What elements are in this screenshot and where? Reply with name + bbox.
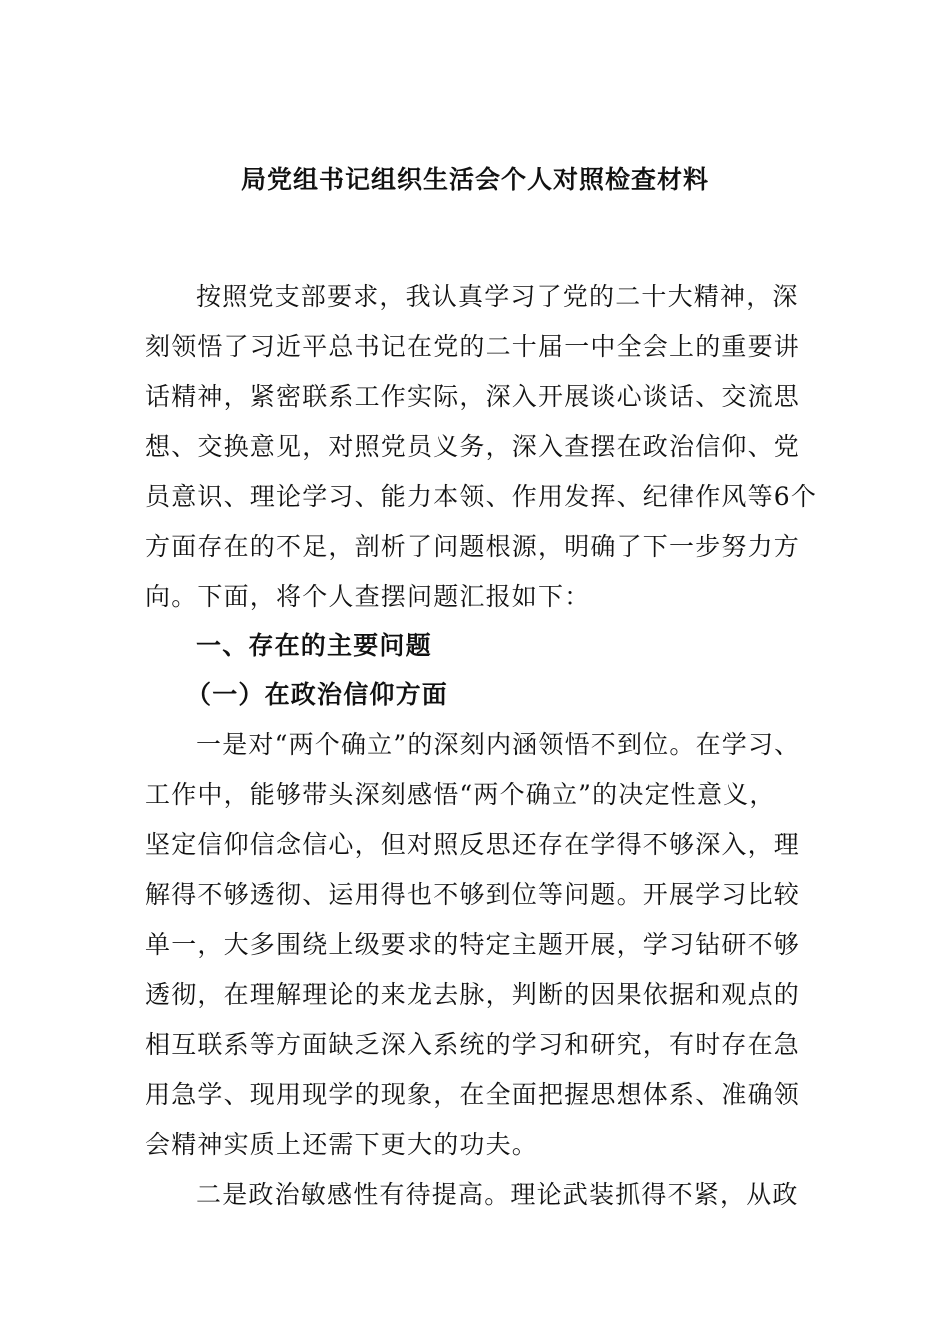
intro-line-2: 刻领悟了习近平总书记在党的二十届一中全会上的重要讲 — [145, 332, 801, 361]
para1-line-3: 坚定信仰信念信心，但对照反思还存在学得不够深入，理 — [145, 830, 801, 859]
para2-line-1: 二是政治敏感性有待提高。理论武装抓得不紧，从政 — [196, 1180, 799, 1209]
intro-line-4: 想、交换意见，对照党员义务，深入查摆在政治信仰、党 — [145, 432, 801, 461]
intro-line-3: 话精神，紧密联系工作实际，深入开展谈心谈话、交流思 — [145, 382, 801, 411]
para1-line-5: 单一，大多围绕上级要求的特定主题开展，学习钻研不够 — [145, 930, 801, 959]
section-heading: 一、存在的主要问题 — [196, 631, 432, 660]
intro-line-6: 方面存在的不足，剖析了问题根源，明确了下一步努力方 — [145, 532, 801, 561]
para1-line-6: 透彻，在理解理论的来龙去脉，判断的因果依据和观点的 — [145, 980, 801, 1009]
document-title: 局党组书记组织生活会个人对照检查材料 — [240, 165, 709, 194]
para1-line-9: 会精神实质上还需下更大的功夫。 — [145, 1130, 539, 1159]
subsection-heading: （一）在政治信仰方面 — [186, 680, 449, 709]
intro-line-7: 向。下面，将个人查摆问题汇报如下： — [145, 582, 591, 611]
para1-line-7: 相互联系等方面缺乏深入系统的学习和研究，有时存在急 — [145, 1030, 801, 1059]
intro-line-5: 员意识、理论学习、能力本领、作用发挥、纪律作风等6个 — [145, 482, 818, 511]
para1-line-4: 解得不够透彻、运用得也不够到位等问题。开展学习比较 — [145, 880, 801, 909]
intro-line-1: 按照党支部要求，我认真学习了党的二十大精神，深 — [196, 282, 799, 311]
para1-line-1: 一是对“两个确立”的深刻内涵领悟不到位。在学习、 — [196, 730, 801, 759]
para1-line-2: 工作中，能够带头深刻感悟“两个确立”的决定性意义， — [145, 780, 776, 809]
para1-line-8: 用急学、现用现学的现象，在全面把握思想体系、准确领 — [145, 1080, 801, 1109]
